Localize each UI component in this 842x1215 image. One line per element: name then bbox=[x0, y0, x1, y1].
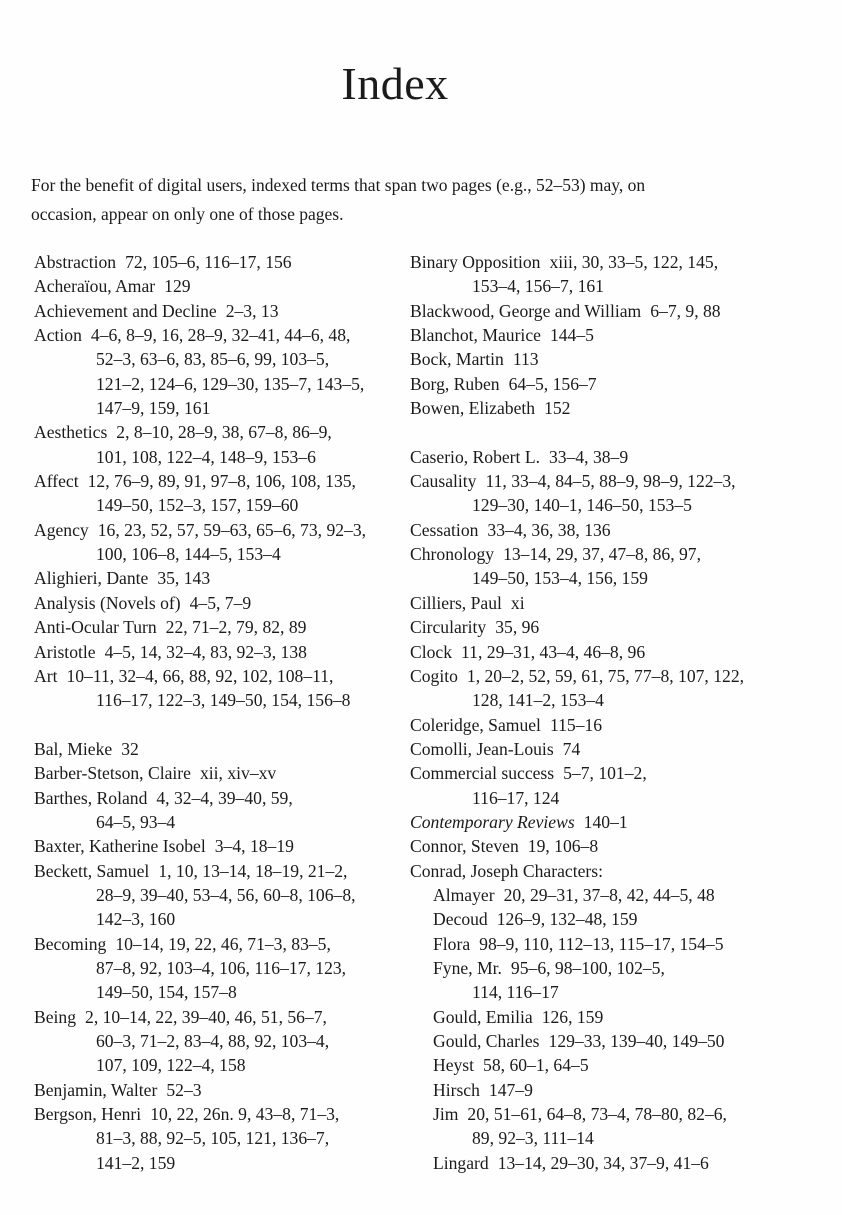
index-entry bbox=[34, 299, 410, 323]
entry-term: Benjamin, Walter bbox=[34, 1079, 158, 1100]
index-continuation-line bbox=[410, 786, 842, 810]
entry-term: Achievement and Decline bbox=[34, 300, 217, 321]
index-continuation-line bbox=[34, 1053, 410, 1077]
index-continuation-line bbox=[34, 1029, 410, 1053]
index-entry bbox=[410, 737, 842, 761]
entry-pages-continued: 81–3, 88, 92–5, 105, 121, 136–7, bbox=[96, 1128, 330, 1149]
entry-pages: 33–4, 36, 38, 136 bbox=[487, 519, 611, 540]
index-continuation-line bbox=[34, 347, 410, 371]
entry-term: Causality bbox=[410, 471, 477, 492]
entry-pages-continued: 141–2, 159 bbox=[96, 1152, 176, 1173]
index-entry bbox=[410, 810, 842, 834]
index-continuation-line bbox=[34, 396, 410, 420]
entry-pages: 95–6, 98–100, 102–5, bbox=[510, 957, 665, 978]
entry-pages: 1, 20–2, 52, 59, 61, 75, 77–8, 107, 122, bbox=[466, 665, 745, 686]
entry-pages: 144–5 bbox=[549, 325, 594, 346]
index-entry bbox=[410, 615, 842, 639]
entry-term: Art bbox=[34, 665, 58, 686]
entry-term: Almayer bbox=[433, 884, 495, 905]
index-entry bbox=[34, 420, 410, 444]
index-entry bbox=[34, 274, 410, 298]
entry-pages-continued: 64–5, 93–4 bbox=[96, 811, 176, 832]
index-continuation-line bbox=[34, 1151, 410, 1175]
entry-pages: 129–33, 139–40, 149–50 bbox=[548, 1031, 725, 1051]
entry-term: Aristotle bbox=[34, 641, 96, 662]
index-entry bbox=[410, 469, 842, 493]
index-entry bbox=[34, 615, 410, 639]
index-column-left bbox=[34, 250, 410, 1175]
index-continuation-line bbox=[410, 566, 842, 590]
index-entry bbox=[410, 761, 842, 785]
index-continuation-line bbox=[34, 445, 410, 469]
entry-pages: 11, 33–4, 84–5, 88–9, 98–9, 122–3, bbox=[485, 471, 736, 492]
entry-pages: 98–9, 110, 112–13, 115–17, 154–5 bbox=[479, 933, 724, 954]
index-entry bbox=[34, 518, 410, 542]
entry-term: Beckett, Samuel bbox=[34, 860, 150, 881]
entry-pages: xi bbox=[510, 592, 525, 613]
index-entry bbox=[34, 761, 410, 785]
index-entry bbox=[410, 396, 842, 420]
entry-pages: 10–14, 19, 22, 46, 71–3, 83–5, bbox=[115, 933, 331, 954]
entry-term: Contemporary Reviews bbox=[410, 811, 575, 832]
index-gap bbox=[34, 713, 410, 737]
entry-pages: 4–5, 7–9 bbox=[189, 592, 252, 613]
index-entry bbox=[34, 250, 410, 274]
entry-term: Blackwood, George and William bbox=[410, 300, 642, 321]
entry-pages: 4–6, 8–9, 16, 28–9, 32–41, 44–6, 48, bbox=[90, 325, 351, 346]
entry-term: Clock bbox=[410, 641, 453, 662]
entry-pages: 152 bbox=[544, 398, 571, 419]
entry-pages: 74 bbox=[562, 738, 581, 759]
entry-term: Becoming bbox=[34, 933, 107, 954]
index-entry bbox=[34, 786, 410, 810]
index-continuation-line bbox=[410, 274, 842, 298]
index-entry bbox=[410, 347, 842, 371]
entry-pages: 10, 22, 26n. 9, 43–8, 71–3, bbox=[150, 1104, 340, 1125]
note-line-1: For the benefit of digital users, indexed terms that span two pages (e.g., 52–53) may, on bbox=[31, 175, 646, 195]
entry-pages: xiii, 30, 33–5, 122, 145, bbox=[549, 252, 719, 272]
entry-term: Chronology bbox=[410, 544, 495, 565]
entry-term: Barber-Stetson, Claire bbox=[34, 763, 191, 784]
index-entry bbox=[410, 299, 842, 323]
index-continuation-line bbox=[34, 542, 410, 566]
index-entry bbox=[34, 1102, 410, 1126]
entry-pages-continued: 153–4, 156–7, 161 bbox=[472, 276, 604, 297]
index-continuation-line bbox=[410, 980, 842, 1004]
entry-term: Circularity bbox=[410, 617, 487, 638]
index-continuation-line bbox=[410, 1126, 842, 1150]
entry-term: Abstraction bbox=[34, 252, 117, 272]
index-entry bbox=[34, 566, 410, 590]
entry-term: Commercial success bbox=[410, 763, 555, 784]
index-entry bbox=[410, 859, 842, 883]
entry-term: Baxter, Katherine Isobel bbox=[34, 836, 206, 857]
index-entry bbox=[410, 883, 842, 907]
entry-pages: 2, 10–14, 22, 39–40, 46, 51, 56–7, bbox=[85, 1006, 327, 1027]
entry-pages: 2, 8–10, 28–9, 38, 67–8, 86–9, bbox=[116, 422, 332, 443]
index-column-right bbox=[410, 250, 842, 1175]
entry-pages: 11, 29–31, 43–4, 46–8, 96 bbox=[461, 641, 646, 662]
entry-pages: 13–14, 29–30, 34, 37–9, 41–6 bbox=[497, 1152, 709, 1173]
entry-pages: 5–7, 101–2, bbox=[563, 763, 647, 784]
entry-pages-continued: 114, 116–17 bbox=[472, 982, 559, 1003]
index-entry bbox=[34, 640, 410, 664]
index-continuation-line bbox=[34, 956, 410, 980]
index-entry bbox=[34, 1078, 410, 1102]
index-entry bbox=[410, 956, 842, 980]
entry-term: Binary Opposition bbox=[410, 252, 541, 272]
entry-term: Acheraïou, Amar bbox=[34, 276, 156, 297]
index-entry bbox=[34, 323, 410, 347]
entry-term: Heyst bbox=[433, 1055, 475, 1076]
index-entry bbox=[410, 372, 842, 396]
index-continuation-line bbox=[34, 810, 410, 834]
entry-term: Lingard bbox=[433, 1152, 489, 1173]
index-columns bbox=[34, 250, 842, 1175]
entry-pages: 32 bbox=[121, 738, 139, 759]
entry-term: Flora bbox=[433, 933, 471, 954]
entry-term: Barthes, Roland bbox=[34, 787, 148, 808]
entry-pages: 52–3 bbox=[166, 1079, 202, 1100]
entry-pages: 6–7, 9, 88 bbox=[650, 300, 721, 321]
entry-pages: 22, 71–2, 79, 82, 89 bbox=[165, 617, 307, 638]
index-entry bbox=[410, 250, 842, 274]
entry-term: Blanchot, Maurice bbox=[410, 325, 541, 346]
entry-pages: 126–9, 132–48, 159 bbox=[496, 909, 638, 930]
entry-pages: 140–1 bbox=[583, 811, 628, 832]
entry-pages: 2–3, 13 bbox=[225, 300, 279, 321]
index-continuation-line bbox=[34, 980, 410, 1004]
index-entry bbox=[410, 445, 842, 469]
entry-pages: 115–16 bbox=[549, 714, 603, 735]
index-entry bbox=[410, 932, 842, 956]
entry-pages-continued: 149–50, 154, 157–8 bbox=[96, 982, 237, 1003]
entry-term: Being bbox=[34, 1006, 77, 1027]
index-entry bbox=[410, 834, 842, 858]
index-continuation-line bbox=[34, 1126, 410, 1150]
entry-pages: 16, 23, 52, 57, 59–63, 65–6, 73, 92–3, bbox=[97, 519, 367, 540]
entry-pages: xii, xiv–xv bbox=[199, 763, 277, 784]
index-continuation-line bbox=[34, 688, 410, 712]
entry-pages: 35, 96 bbox=[495, 617, 540, 638]
entry-pages-continued: 28–9, 39–40, 53–4, 56, 60–8, 106–8, bbox=[96, 884, 356, 905]
entry-pages: 10–11, 32–4, 66, 88, 92, 102, 108–11, bbox=[66, 665, 334, 686]
index-entry bbox=[410, 640, 842, 664]
entry-pages: 13–14, 29, 37, 47–8, 86, 97, bbox=[503, 544, 701, 565]
entry-term: Gould, Charles bbox=[433, 1031, 540, 1051]
entry-term: Cogito bbox=[410, 665, 458, 686]
entry-term: Action bbox=[34, 325, 82, 346]
index-entry bbox=[410, 664, 842, 688]
entry-pages: 126, 159 bbox=[541, 1006, 604, 1027]
entry-term: Bergson, Henri bbox=[34, 1104, 142, 1125]
digital-users-note bbox=[31, 171, 645, 228]
entry-term: Cessation bbox=[410, 519, 479, 540]
index-entry bbox=[34, 591, 410, 615]
entry-pages: 64–5, 156–7 bbox=[508, 373, 597, 394]
index-entry bbox=[410, 1078, 842, 1102]
index-entry bbox=[410, 518, 842, 542]
entry-pages-continued: 121–2, 124–6, 129–30, 135–7, 143–5, bbox=[96, 373, 365, 394]
index-entry bbox=[410, 1102, 842, 1126]
entry-pages-continued: 129–30, 140–1, 146–50, 153–5 bbox=[472, 495, 692, 516]
index-entry bbox=[34, 834, 410, 858]
index-continuation-line bbox=[34, 883, 410, 907]
index-entry bbox=[34, 469, 410, 493]
entry-pages-continued: 52–3, 63–6, 83, 85–6, 99, 103–5, bbox=[96, 349, 330, 370]
entry-term: Decoud bbox=[433, 909, 488, 930]
entry-term: Anti-Ocular Turn bbox=[34, 617, 157, 638]
entry-pages: 58, 60–1, 64–5 bbox=[483, 1055, 589, 1076]
index-entry bbox=[410, 1029, 842, 1053]
entry-pages: 19, 106–8 bbox=[527, 836, 599, 857]
index-entry bbox=[34, 859, 410, 883]
index-entry bbox=[34, 932, 410, 956]
index-entry bbox=[34, 1005, 410, 1029]
index-entry bbox=[410, 323, 842, 347]
entry-pages-continued: 87–8, 92, 103–4, 106, 116–17, 123, bbox=[96, 957, 347, 978]
entry-term: Cilliers, Paul bbox=[410, 592, 502, 613]
index-continuation-line bbox=[34, 372, 410, 396]
page-title: Index bbox=[341, 57, 449, 109]
entry-term: Connor, Steven bbox=[410, 836, 519, 857]
entry-term: Comolli, Jean-Louis bbox=[410, 738, 554, 759]
entry-term: Agency bbox=[34, 519, 89, 540]
entry-pages: 72, 105–6, 116–17, 156 bbox=[125, 252, 292, 272]
entry-pages-continued: 89, 92–3, 111–14 bbox=[472, 1128, 594, 1149]
entry-term: Gould, Emilia bbox=[433, 1006, 533, 1027]
entry-pages-continued: 116–17, 124 bbox=[472, 787, 560, 808]
entry-pages: 20, 29–31, 37–8, 42, 44–5, 48 bbox=[503, 884, 715, 905]
entry-term: Borg, Ruben bbox=[410, 373, 500, 394]
index-continuation-line bbox=[34, 493, 410, 517]
entry-pages-continued: 101, 108, 122–4, 148–9, 153–6 bbox=[96, 446, 316, 467]
entry-pages: 20, 51–61, 64–8, 73–4, 78–80, 82–6, bbox=[467, 1104, 727, 1125]
entry-pages: 1, 10, 13–14, 18–19, 21–2, bbox=[158, 860, 348, 881]
entry-term: Bock, Martin bbox=[410, 349, 504, 370]
entry-pages-continued: 147–9, 159, 161 bbox=[96, 398, 211, 419]
entry-term: Alighieri, Dante bbox=[34, 568, 149, 589]
entry-pages-continued: 149–50, 152–3, 157, 159–60 bbox=[96, 495, 299, 516]
index-gap bbox=[410, 420, 842, 444]
entry-term: Aesthetics bbox=[34, 422, 108, 443]
entry-pages-continued: 100, 106–8, 144–5, 153–4 bbox=[96, 544, 281, 565]
entry-term: Fyne, Mr. bbox=[433, 957, 502, 978]
entry-pages-continued: 128, 141–2, 153–4 bbox=[472, 690, 604, 711]
entry-pages: 113 bbox=[512, 349, 539, 370]
index-entry bbox=[410, 907, 842, 931]
entry-pages-continued: 116–17, 122–3, 149–50, 154, 156–8 bbox=[96, 690, 351, 711]
entry-pages: 129 bbox=[164, 276, 191, 297]
entry-term: Bal, Mieke bbox=[34, 738, 113, 759]
entry-pages-continued: 142–3, 160 bbox=[96, 909, 176, 930]
entry-pages-continued: 107, 109, 122–4, 158 bbox=[96, 1055, 246, 1076]
entry-pages: 4–5, 14, 32–4, 83, 92–3, 138 bbox=[104, 641, 307, 662]
index-entry bbox=[34, 737, 410, 761]
entry-term: Jim bbox=[433, 1104, 459, 1125]
index-continuation-line bbox=[410, 688, 842, 712]
entry-term: Hirsch bbox=[433, 1079, 480, 1100]
index-entry bbox=[410, 1151, 842, 1175]
index-entry bbox=[410, 1005, 842, 1029]
entry-pages: 3–4, 18–19 bbox=[214, 836, 294, 857]
entry-term: Analysis (Novels of) bbox=[34, 592, 181, 613]
entry-term: Affect bbox=[34, 471, 79, 492]
note-line-2: occasion, appear on only one of those pages. bbox=[31, 203, 344, 224]
entry-term: Bowen, Elizabeth bbox=[410, 398, 536, 419]
index-continuation-line bbox=[410, 493, 842, 517]
index-entry bbox=[410, 713, 842, 737]
entry-term: Caserio, Robert L. bbox=[410, 446, 540, 467]
entry-pages: 35, 143 bbox=[157, 568, 211, 589]
index-continuation-line bbox=[34, 907, 410, 931]
entry-pages: 4, 32–4, 39–40, 59, bbox=[156, 787, 293, 808]
entry-term: Coleridge, Samuel bbox=[410, 714, 541, 735]
entry-pages: 33–4, 38–9 bbox=[548, 446, 629, 467]
index-entry bbox=[410, 591, 842, 615]
entry-pages-continued: 149–50, 153–4, 156, 159 bbox=[472, 568, 648, 589]
index-entry bbox=[410, 542, 842, 566]
entry-pages: 147–9 bbox=[488, 1079, 533, 1100]
entry-pages-continued: 60–3, 71–2, 83–4, 88, 92, 103–4, bbox=[96, 1031, 330, 1051]
entry-term: Conrad, Joseph Characters: bbox=[410, 860, 603, 881]
index-entry bbox=[410, 1053, 842, 1077]
index-entry bbox=[34, 664, 410, 688]
entry-pages: 12, 76–9, 89, 91, 97–8, 106, 108, 135, bbox=[87, 471, 356, 492]
